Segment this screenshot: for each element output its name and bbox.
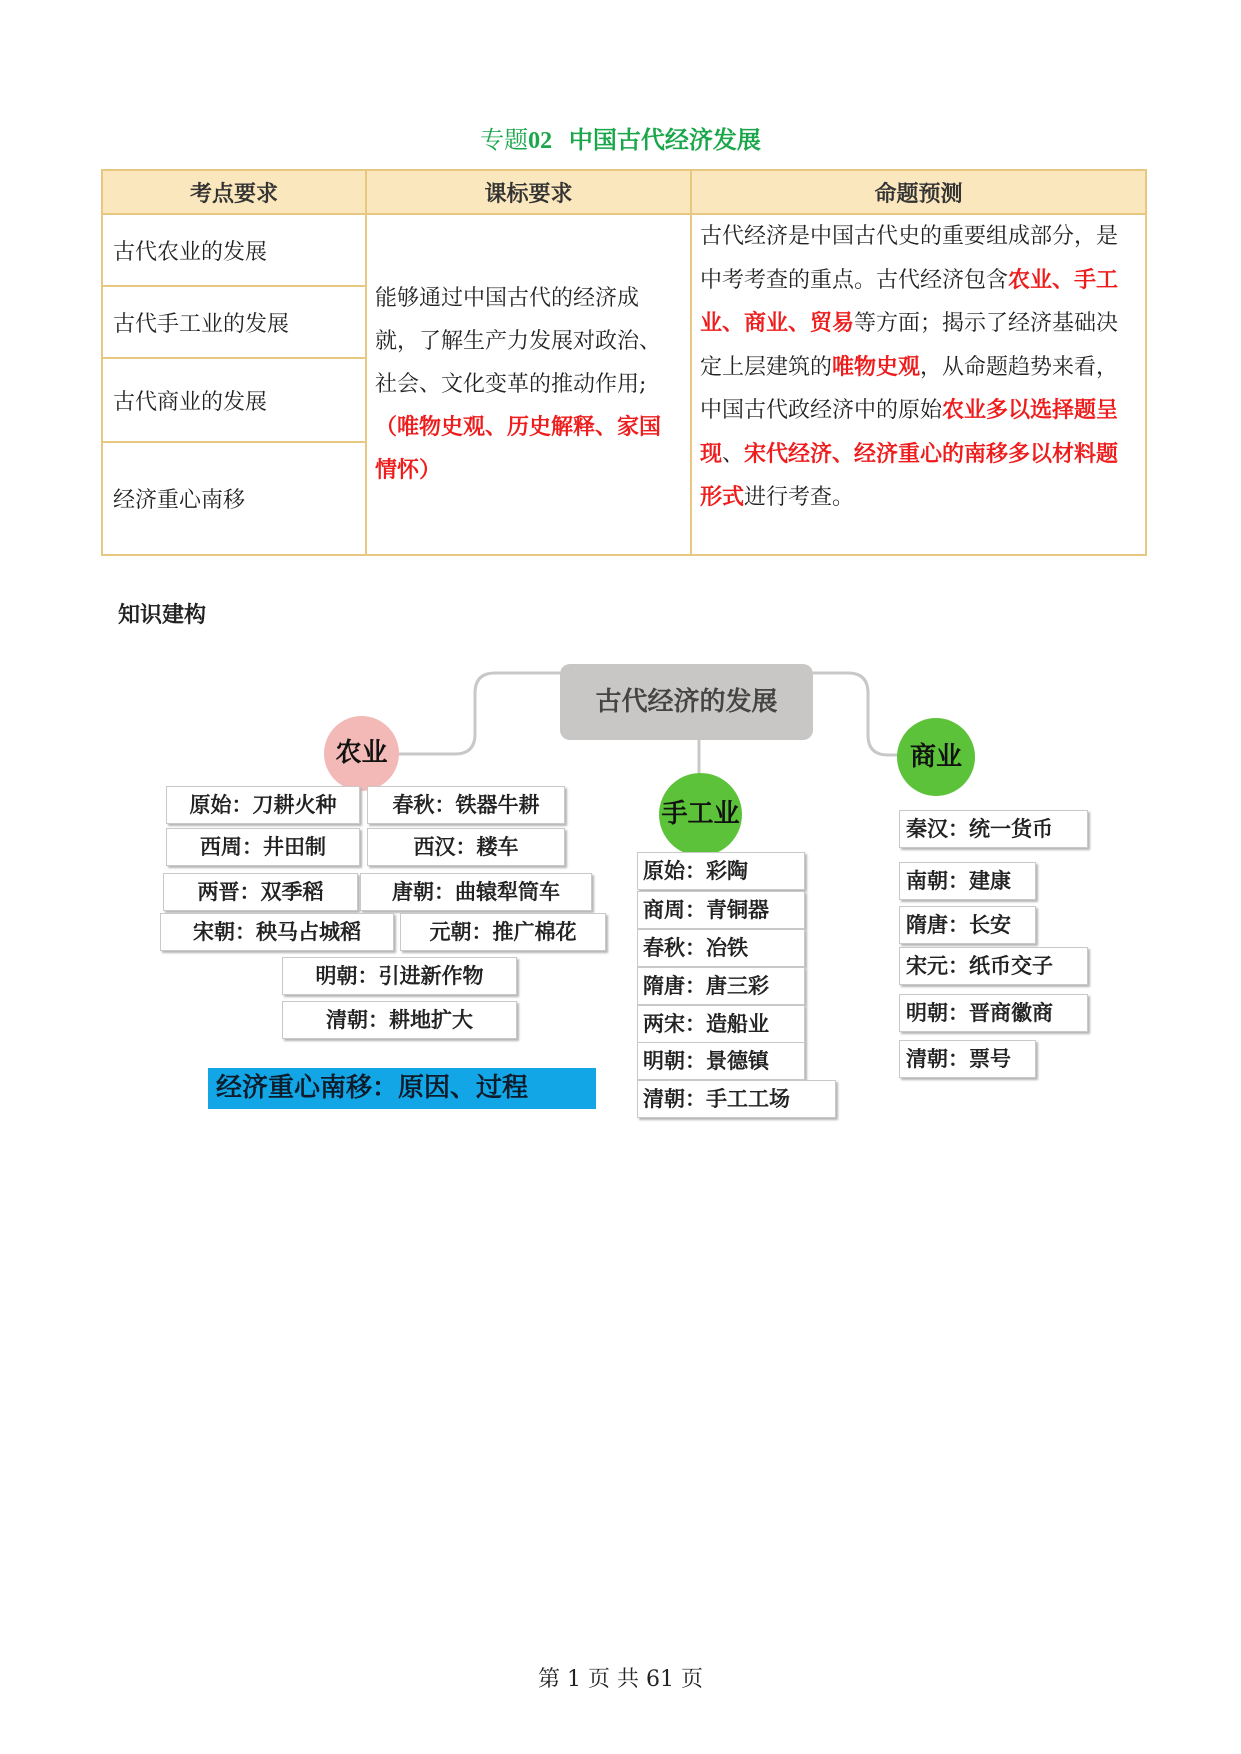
craft-item: 商周：青铜器 — [637, 891, 805, 929]
prediction-highlight: 农业、手工业、商业、贸易 — [700, 267, 1119, 336]
prediction-highlight: 宋代经济、经济重心的南移多以材料题形式 — [700, 441, 1119, 510]
prediction-highlight: 唯物史观 — [832, 354, 921, 380]
agri-item: 唐朝：曲辕犁筒车 — [360, 873, 592, 911]
craft-item: 两宋：造船业 — [637, 1005, 805, 1043]
prediction-text: 古代经济是中国古代史的重要组成部分，是中考考查的重点。古代经济包含 — [700, 224, 1119, 293]
standard-text: 能够通过中国古代的经济成就，了解生产力发展对政治、社会、文化变革的推动作用; — [375, 286, 662, 397]
commerce-item: 宋元：纸币交子 — [899, 947, 1088, 985]
title-main: 中国古代经济发展 — [568, 126, 761, 154]
agri-item: 西周：井田制 — [166, 828, 360, 866]
prediction-text: ，从命题趋势来看，中国古代政经济中的原始 — [700, 354, 1119, 423]
point-commerce: 古代商业的发展 — [102, 358, 366, 442]
commerce-item: 南朝：建康 — [899, 862, 1036, 900]
commerce-item: 明朝：晋商徽商 — [899, 994, 1088, 1032]
agriculture-circle: 农业 — [324, 716, 399, 791]
agri-item: 西汉：耧车 — [367, 828, 565, 866]
craft-item: 明朝：景德镇 — [637, 1042, 805, 1080]
prediction-text: 、 — [722, 441, 745, 467]
commerce-item: 秦汉：统一货币 — [899, 810, 1088, 848]
title-number: 02 — [528, 128, 553, 154]
commerce-circle: 商业 — [897, 718, 975, 796]
handicraft-circle: 手工业 — [659, 773, 742, 856]
header-points: 考点要求 — [102, 170, 366, 214]
agri-item: 明朝：引进新作物 — [282, 957, 517, 995]
connector-commerce — [813, 673, 900, 755]
mindmap-root: 古代经济的发展 — [560, 664, 813, 740]
craft-item: 原始：彩陶 — [637, 852, 805, 890]
south-shift-bar: 经济重心南移：原因、过程 — [208, 1068, 596, 1109]
title-prefix: 专题 — [480, 126, 529, 154]
header-standard: 课标要求 — [366, 170, 691, 214]
prediction-text: 进行考查。 — [744, 485, 855, 510]
agri-item: 元朝：推广棉花 — [400, 913, 606, 951]
connector-agriculture — [395, 673, 560, 754]
section-title: 知识建构 — [118, 603, 207, 628]
craft-item: 清朝：手工工场 — [637, 1080, 836, 1118]
agri-item: 春秋：铁器牛耕 — [367, 786, 565, 824]
commerce-item: 清朝：票号 — [899, 1040, 1036, 1078]
point-agriculture: 古代农业的发展 — [102, 214, 366, 286]
craft-item: 隋唐：唐三彩 — [637, 967, 805, 1005]
commerce-item: 隋唐：长安 — [899, 906, 1036, 944]
point-south-shift: 经济重心南移 — [102, 442, 366, 555]
prediction-text: 等方面；揭示了经济基础决定上层建筑的 — [700, 311, 1119, 380]
prediction-highlight: 农业多以选择题呈现 — [700, 398, 1119, 467]
agri-item: 宋朝：秧马占城稻 — [160, 913, 394, 951]
craft-item: 春秋：冶铁 — [637, 929, 805, 967]
page-footer: 第 1 页 共 61 页 — [538, 1667, 703, 1692]
header-prediction: 命题预测 — [691, 170, 1146, 214]
standard-red: （唯物史观、历史解释、家国情怀） — [375, 415, 662, 483]
agri-item: 两晋：双季稻 — [163, 873, 358, 911]
agri-item: 清朝：耕地扩大 — [282, 1001, 517, 1039]
agri-item: 原始：刀耕火种 — [166, 786, 360, 824]
point-handicraft: 古代手工业的发展 — [102, 286, 366, 358]
